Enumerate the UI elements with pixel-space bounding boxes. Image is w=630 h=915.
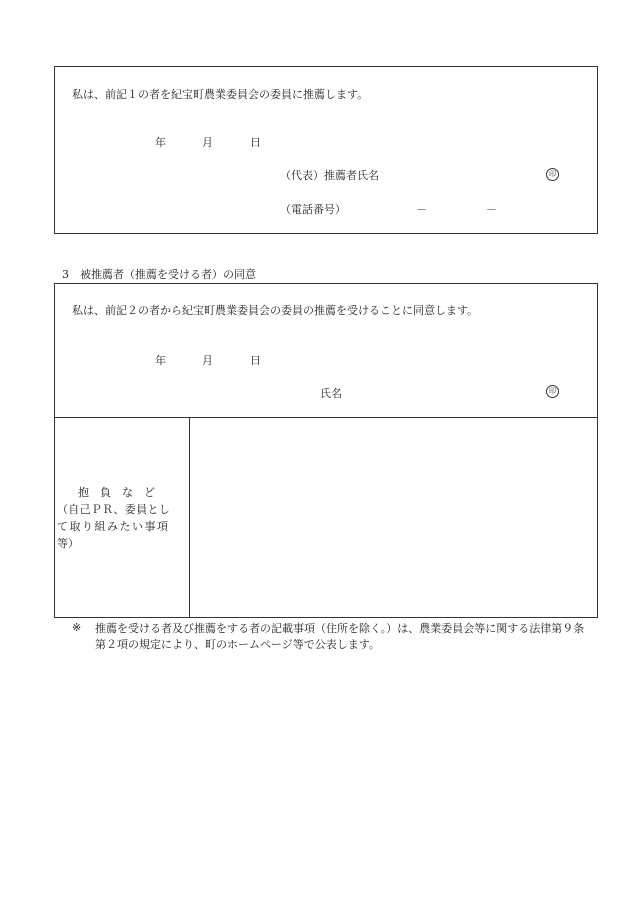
aspiration-label-line2: （自己ＰＲ、委員とし	[57, 503, 170, 516]
aspiration-label-line3: て取り組みたい事項	[57, 520, 170, 533]
consent-name-label: 氏名	[320, 387, 342, 400]
recommender-date-day: 日	[250, 136, 261, 149]
footnote-mark: ※	[72, 621, 82, 634]
aspiration-column-divider	[189, 417, 190, 618]
recommender-date-year: 年	[155, 136, 166, 149]
aspiration-label-line1: 抱 負 な ど	[78, 486, 155, 499]
consent-date-month: 月	[202, 354, 213, 367]
recommender-phone-separator-1: －	[416, 203, 427, 216]
section3-heading: 3 被推薦者（推薦を受ける者）の同意	[62, 268, 256, 281]
recommender-seal-icon: 印	[546, 168, 559, 181]
aspiration-label-line4: 等）	[57, 537, 79, 550]
consent-divider	[54, 417, 598, 418]
footnote-text: 推薦を受ける者及び推薦をする者の記載事項（住所を除く。）は、農業委員会等に関する法律第９条第２項の規定により、町のホームページ等で公表します。	[95, 622, 585, 651]
recommender-date-month: 月	[202, 136, 213, 149]
consent-seal-icon: 印	[546, 385, 559, 398]
recommender-phone-separator-2: －	[486, 203, 497, 216]
recommender-name-label: （代表）推薦者氏名	[280, 169, 379, 182]
recommender-phone-label: （電話番号）	[280, 203, 346, 216]
consent-date-day: 日	[250, 354, 261, 367]
consent-date-year: 年	[155, 354, 166, 367]
recommender-statement: 私は、前記１の者を紀宝町農業委員会の委員に推薦します。	[72, 88, 369, 101]
consent-statement: 私は、前記２の者から紀宝町農業委員会の委員の推薦を受けることに同意します。	[72, 304, 479, 317]
aspiration-input-area[interactable]	[191, 419, 596, 616]
